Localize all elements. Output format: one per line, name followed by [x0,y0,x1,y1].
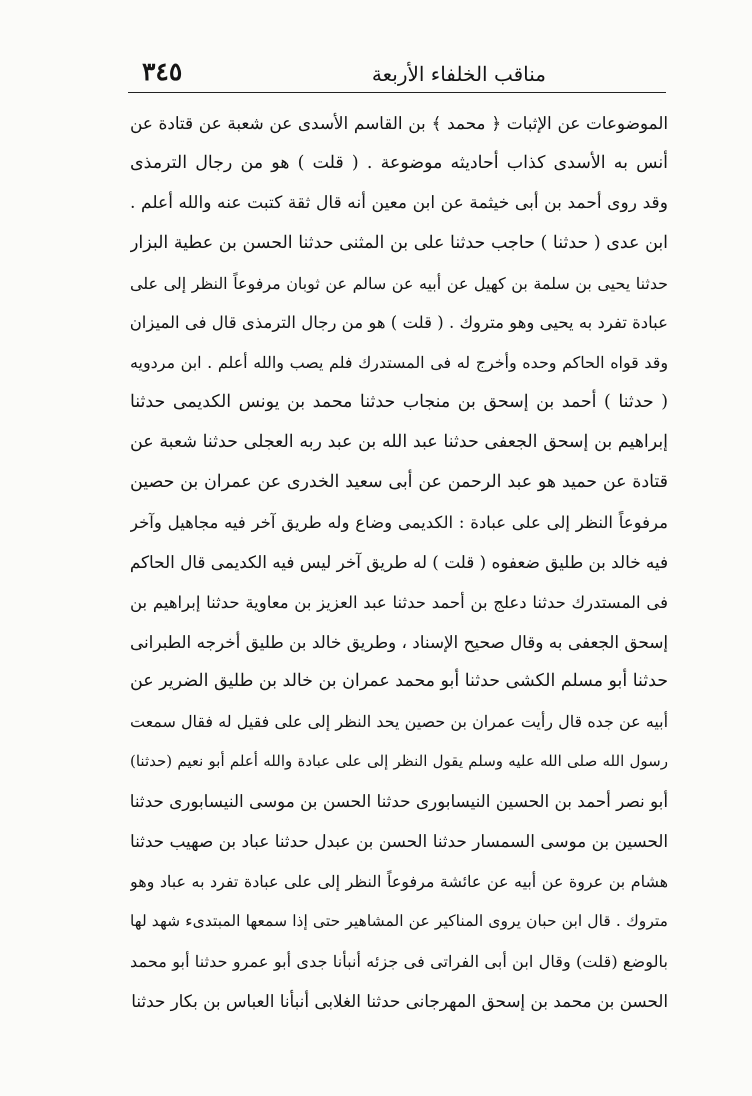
text-line: الحسن بن محمد بن إسحق المهرجانى حدثنا الغلابى أنبأنا العباس بن بكار حدثنا [131,990,668,1011]
header-rule [128,92,666,93]
text-line: وقد قواه الحاكم وحده وأخرج له فى المستدرك فلم يصب والله أعلم . ابن مردويه [130,353,668,373]
text-line: ابن عدى ( حدثنا ) حاجب حدثنا على بن المثنى حدثنا الحسن بن عطية البزار [130,232,668,253]
text-line: حدثنا أبو مسلم الكشى حدثنا أبو محمد عمران بن خالد بن طليق الضرير عن [130,671,668,692]
text-line: فى المستدرك حدثنا دعلج بن أحمد حدثنا عبد العزيز بن معاوية حدثنا إبراهيم بن [130,592,668,612]
text-line: أبو نصر أحمد بن الحسين النيسابورى حدثنا الحسن بن موسى النيسابورى حدثنا [130,791,668,812]
text-line: أبيه عن جده قال رأيت عمران بن حصين يحد النظر إلى على فقيل له فقال سمعت [130,712,668,732]
page-header [128,56,666,96]
text-line: هشام بن عروة عن أبيه عن عائشة مرفوعاً النظر إلى على عبادة تفرد به عباد وهو [130,871,668,891]
text-line: متروك . قال ابن حبان يروى المناكير عن المشاهير حتى إذا سمعها المبتدىء شهد لها [130,911,668,930]
text-line: حدثنا يحيى بن سلمة بن كهيل عن أبيه عن سالم عن ثوبان مرفوعاً النظر إلى على [130,273,668,293]
text-line: وقد روى أحمد بن أبى خيثمة عن ابن معين أنه قال ثقة كتبت عنه والله أعلم . [130,192,668,213]
body-text [130,104,668,1021]
text-line: الحسين بن موسى السمسار حدثنا الحسن بن عبدل حدثنا عباد بن صهيب حدثنا [130,831,668,852]
text-line: فيه خالد بن طليق ضعفوه ( قلت ) له طريق آخر ليس فيه الكديمى قال الحاكم [130,551,668,572]
text-line: مرفوعاً النظر إلى على عبادة : الكديمى وضاع وله طريق آخر فيه مجاهيل وآخر [130,512,668,532]
text-line: إبراهيم بن إسحق الجعفى حدثنا عبد الله بن عبد ربه العجلى حدثنا شعبة عن [130,432,668,453]
text-line: الموضوعات عن الإثبات ﴿ محمد ﴾ بن القاسم الأسدى عن شعبة عن قتادة عن [130,113,668,133]
text-line: إسحق الجعفى به وقال صحيح الإسناد ، وطريق خالد بن طليق أخرجه الطبرانى [130,631,668,652]
running-title: مناقب الخلفاء الأربعة [371,62,546,86]
text-line: بالوضع (قلت) وقال ابن أبى الفراتى فى جزئه أنبأنا جدى أبو عمرو حدثنا أبو محمد [130,951,668,971]
text-line: ( حدثنا ) أحمد بن إسحق بن منجاب حدثنا محمد بن يونس الكديمى حدثنا [130,392,668,413]
text-line: أنس به الأسدى كذاب أحاديثه موضوعة . ( قلت ) هو من رجال الترمذى [130,152,668,173]
page-number: ٣٤٥ [142,57,183,86]
text-line: رسول الله صلى الله عليه وسلم يقول النظر إلى على عبادة والله أعلم أبو نعيم (حدثنا) [130,752,668,771]
text-line: عبادة تفرد به يحيى وهو متروك . ( قلت ) هو من رجال الترمذى قال فى الميزان [130,313,668,333]
text-line: قتادة عن حميد هو عبد الرحمن عن أبى سعيد الخدرى عن عمران بن حصين [130,472,668,493]
